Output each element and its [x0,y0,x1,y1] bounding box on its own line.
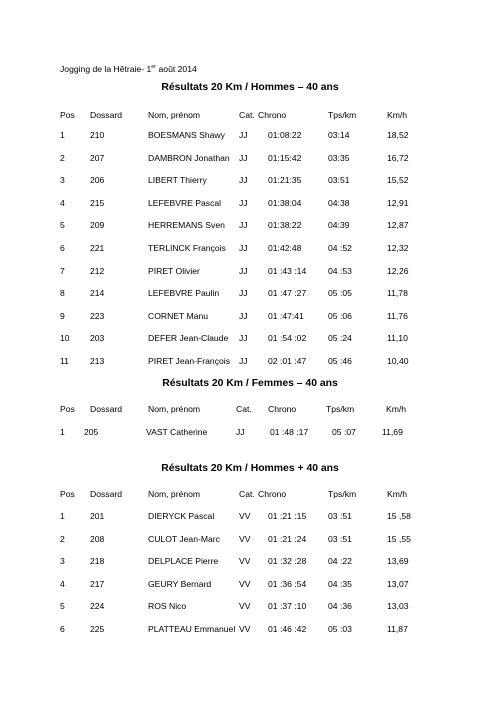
cell-dossard: 215 [90,197,105,208]
col-nom-header: Nom, prénom [148,404,201,414]
col-nom-header: Nom, prénom [148,489,201,499]
cell-dossard: 201 [90,511,105,521]
col-dossard-header: Dossard [90,110,122,120]
cell-pos: 5 [60,601,65,612]
col-dossard-header: Dossard [90,404,122,414]
cell-chrono: 01 :48 :17 [270,427,309,437]
col-kmh-header: Km/h [387,489,408,499]
cell-chrono: 02 :01 :47 [268,356,307,366]
cell-pos: 2 [60,152,65,163]
cell-dossard: 224 [90,601,105,612]
cell-chrono: 01 :47 :27 [268,288,307,299]
cell-nom: CORNET Manu [148,310,209,321]
cell-pos: 7 [60,265,65,276]
cell-nom: PLATTEAU Emmanuel [148,624,236,634]
cell-kmh: 11,87 [387,624,408,634]
cell-kmh: 15 ,58 [387,511,411,521]
header-title-sup: er [151,64,157,70]
cell-kmh: 11,78 [387,288,408,299]
cell-pos: 1 [60,130,65,140]
cell-chrono: 01 :47:41 [268,310,304,321]
table-row [0,511,500,523]
col-tps-header: Tps/km [328,489,357,499]
cell-tps: 05 :24 [328,333,352,344]
header-title-prefix: Jogging de la Hêtraie- 1 [60,64,152,74]
cell-cat: JJ [239,243,248,253]
table-row [0,130,500,142]
section-title-hommes-plus-40: Résultats 20 Km / Hommes + 40 ans [161,463,339,474]
col-chrono-header: Chrono [258,110,287,120]
column-header-row [0,404,500,416]
cell-tps: 03 :51 [328,511,352,521]
cell-dossard: 205 [84,427,99,437]
header-title-suffix: août 2014 [156,64,197,74]
cell-tps: 04:38 [328,197,350,208]
table-row [0,198,500,210]
cell-tps: 05 :46 [328,356,352,366]
cell-kmh: 10,40 [387,356,409,366]
cell-tps: 05 :07 [332,427,356,437]
cell-tps: 04 :52 [328,243,352,253]
cell-cat: JJ [239,310,248,321]
cell-tps: 04 :53 [328,265,352,276]
cell-tps: 04 :22 [328,556,352,567]
cell-dossard: 207 [90,152,105,163]
cell-pos: 3 [60,175,65,186]
cell-cat: VV [239,511,251,521]
cell-cat: VV [239,578,251,589]
cell-cat: JJ [239,130,248,140]
table-row [0,175,500,187]
cell-tps: 03:35 [328,152,350,163]
cell-nom: BOESMANS Shawy [148,130,225,140]
cell-dossard: 217 [90,578,105,589]
cell-chrono: 01 :54 :02 [268,333,307,344]
cell-kmh: 11,69 [382,427,403,437]
cell-tps: 04:39 [328,220,350,231]
col-pos-header: Pos [60,404,75,414]
cell-nom: CULOT Jean-Marc [148,533,220,544]
table-row [0,624,500,636]
cell-nom: DIERYCK Pascal [148,511,215,521]
cell-nom: DEFER Jean-Claude [148,333,229,344]
cell-nom: GEURY Bernard [148,578,212,589]
cell-nom: TERLINCK François [148,243,226,253]
cell-pos: 6 [60,624,65,634]
table-row [0,311,500,323]
cell-tps: 05 :03 [328,624,352,634]
cell-nom: PIRET Jean-François [148,356,230,366]
table-row [0,243,500,255]
cell-cat: VV [239,556,251,567]
cell-kmh: 15,52 [387,175,409,186]
table-row [0,356,500,368]
cell-chrono: 01:15:42 [268,152,302,163]
cell-kmh: 12,91 [387,197,409,208]
cell-nom: VAST Catherine [146,427,208,437]
cell-pos: 9 [60,310,65,321]
cell-tps: 04 :36 [328,601,352,612]
cell-chrono: 01 :21 :15 [268,511,307,521]
cell-dossard: 206 [90,175,105,186]
cell-nom: DELPLACE Pierre [148,556,219,567]
cell-cat: JJ [239,356,248,366]
cell-chrono: 01:42:48 [268,243,302,253]
cell-dossard: 203 [90,333,105,344]
cell-chrono: 01 :37 :10 [268,601,307,612]
cell-kmh: 13,07 [387,578,409,589]
cell-kmh: 12,26 [387,265,409,276]
cell-dossard: 210 [90,130,105,140]
document-header [60,64,197,74]
table-row [0,427,500,439]
section-title-hommes-moins-40: Résultats 20 Km / Hommes – 40 ans [161,82,339,93]
cell-chrono: 01:38:04 [268,197,302,208]
cell-chrono: 01 :43 :14 [268,265,307,276]
cell-pos: 2 [60,533,65,544]
column-header-row [0,110,500,122]
cell-cat: JJ [239,288,248,299]
cell-kmh: 12,32 [387,243,409,253]
cell-tps: 03:14 [328,130,350,140]
cell-chrono: 01:38:22 [268,220,302,231]
cell-kmh: 13,03 [387,601,409,612]
cell-pos: 5 [60,220,65,231]
table-row [0,601,500,613]
col-cat-header: Cat. [239,110,255,120]
cell-dossard: 213 [90,356,105,366]
col-dossard-header: Dossard [90,489,122,499]
cell-kmh: 11,76 [387,310,408,321]
cell-cat: JJ [239,265,248,276]
cell-kmh: 13,69 [387,556,409,567]
cell-dossard: 225 [90,624,105,634]
table-row [0,534,500,546]
table-row [0,333,500,345]
cell-kmh: 15 ,55 [387,533,411,544]
cell-pos: 4 [60,578,65,589]
cell-pos: 8 [60,288,65,299]
col-pos-header: Pos [60,489,75,499]
table-row [0,579,500,591]
cell-nom: HERREMANS Sven [148,220,225,231]
cell-dossard: 209 [90,220,105,231]
cell-pos: 4 [60,197,65,208]
cell-pos: 1 [60,427,65,437]
cell-cat: VV [239,624,251,634]
cell-cat: JJ [236,427,245,437]
cell-tps: 03:51 [328,175,350,186]
cell-nom: ROS Nico [148,601,187,612]
cell-tps: 05 :06 [328,310,352,321]
col-pos-header: Pos [60,110,75,120]
col-cat-header: Cat. [239,489,255,499]
cell-nom: LEFEBVRE Pascal [148,197,222,208]
col-kmh-header: Km/h [387,110,408,120]
cell-chrono: 01 :32 :28 [268,556,307,567]
cell-dossard: 218 [90,556,105,567]
cell-chrono: 01:08:22 [268,130,302,140]
cell-kmh: 16,72 [387,152,409,163]
cell-cat: JJ [239,152,248,163]
cell-cat: VV [239,533,251,544]
cell-kmh: 18,52 [387,130,409,140]
cell-nom: DAMBRON Jonathan [148,152,230,163]
column-header-row [0,489,500,501]
cell-pos: 11 [60,356,69,366]
cell-tps: 03 :51 [328,533,352,544]
cell-pos: 10 [60,333,70,344]
table-row [0,556,500,568]
cell-nom: PIRET Olivier [148,265,200,276]
cell-pos: 6 [60,243,65,253]
cell-cat: JJ [239,333,248,344]
cell-dossard: 208 [90,533,105,544]
cell-cat: JJ [239,197,248,208]
col-chrono-header: Chrono [268,404,297,414]
table-row [0,153,500,165]
cell-dossard: 214 [90,288,105,299]
table-row [0,266,500,278]
cell-kmh: 11,10 [387,333,408,344]
section-title-femmes-moins-40: Résultats 20 Km / Femmes – 40 ans [162,378,338,389]
col-tps-header: Tps/km [326,404,355,414]
cell-pos: 1 [60,511,65,521]
cell-chrono: 01 :21 :24 [268,533,307,544]
cell-chrono: 01 :46 :42 [268,624,307,634]
col-tps-header: Tps/km [328,110,357,120]
table-row [0,220,500,232]
cell-cat: VV [239,601,251,612]
cell-dossard: 223 [90,310,105,321]
cell-chrono: 01 :36 :54 [268,578,307,589]
cell-dossard: 212 [90,265,105,276]
col-kmh-header: Km/h [386,404,407,414]
cell-pos: 3 [60,556,65,567]
cell-dossard: 221 [90,243,105,253]
table-row [0,288,500,300]
cell-tps: 05 :05 [328,288,352,299]
col-cat-header: Cat. [236,404,252,414]
cell-tps: 04 :35 [328,578,352,589]
cell-cat: JJ [239,175,248,186]
cell-nom: LIBERT Thierry [148,175,207,186]
col-nom-header: Nom, prénom [148,110,201,120]
cell-kmh: 12,87 [387,220,409,231]
cell-chrono: 01:21:35 [268,175,302,186]
cell-nom: LEFEBVRE Paulin [148,288,220,299]
col-chrono-header: Chrono [258,489,287,499]
cell-cat: JJ [239,220,248,231]
